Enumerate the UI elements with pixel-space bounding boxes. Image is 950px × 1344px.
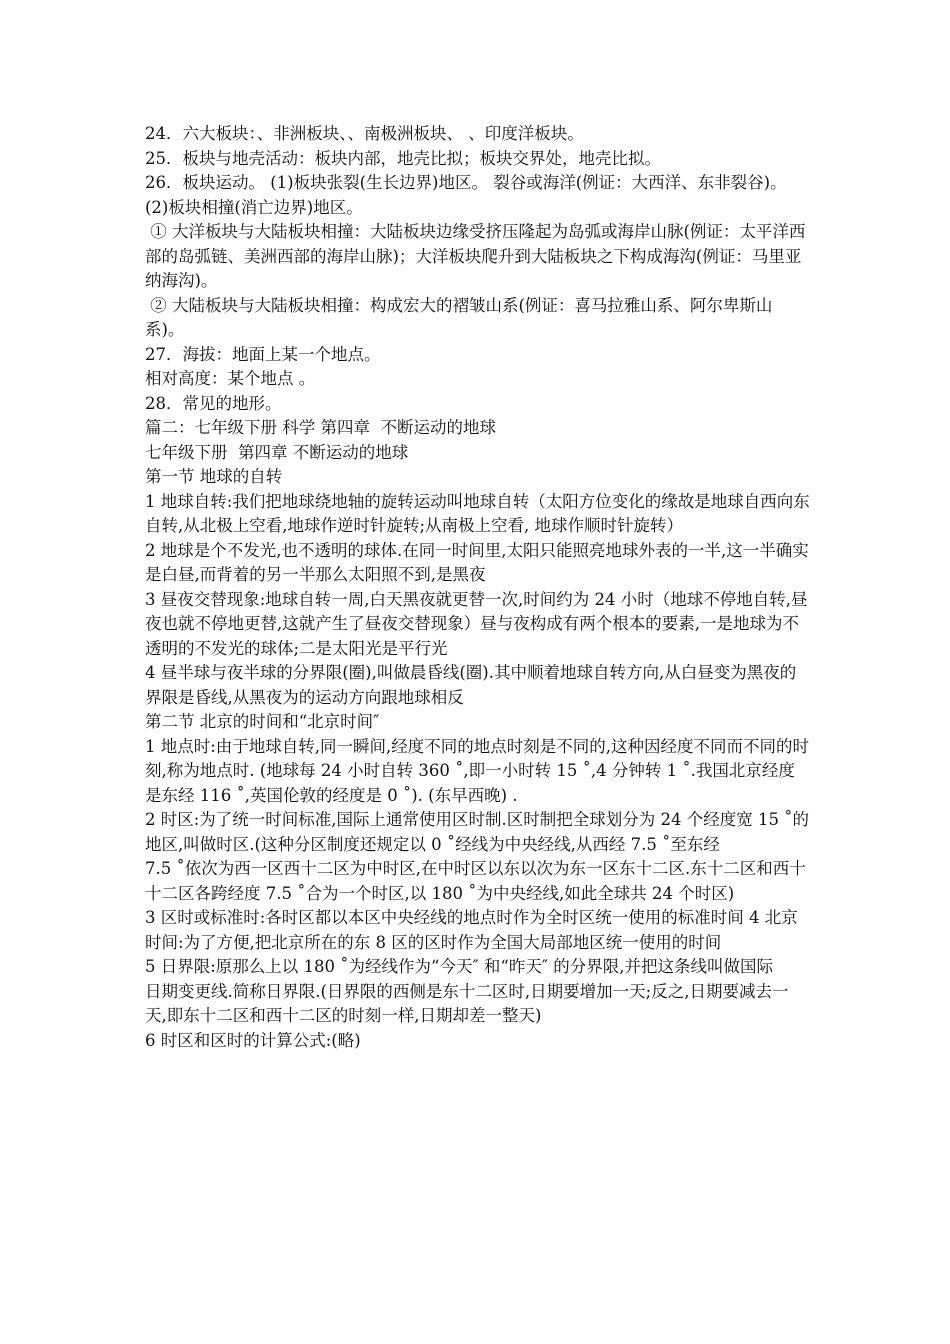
paragraph-day-night: 2 地球是个不发光,也不透明的球体.在同一时间里,太阳只能照亮地球外表的一半,这一半确实是白昼,而背着的另一半那么太阳照不到,是黑夜 <box>145 540 809 584</box>
section-heading-beijing-time: 第二节 北京的时间和“北京时间″ <box>145 712 380 731</box>
paragraph-relative-height: 相对高度：某个地点 。 <box>145 369 316 388</box>
paragraph-standard-time: 3 区时或标准时:各时区都以本区中央经线的地点时作为全时区统一使用的标准时间 4 北京时间:为了方便,把北京所在的东 8 区的区时作为全国大局部地区统一使用的时间 <box>145 908 798 952</box>
paragraph-earth-rotation: 1 地球自转:我们把地球绕地轴的旋转运动叫地球自转（太阳方位变化的缘故是地球自西向东自转,从北极上空看,地球作逆时针旋转;从南极上空看, 地球作顺时针旋转） <box>145 491 810 535</box>
paragraph-28-landforms: 28．常见的地形。 <box>145 393 282 413</box>
paragraph-25-plate-crust-activity: 25．板块与地壳活动：板块内部，地壳比拟；板块交界处，地壳比拟。 <box>145 148 661 168</box>
paragraph-time-zones: 2 时区:为了统一时间标准,国际上通常使用区时制.区时制把全球划分为 24 个经度宽 15 ˚的地区,叫做时区.(这种分区制度还规定以 0 ˚经线为中央经线,从西经 7.5 ˚至东经 <box>145 810 810 854</box>
paragraph-plate-collision: (2)板块相撞(消亡边界)地区。 <box>145 197 363 217</box>
paragraph-local-time: 1 地点时:由于地球自转,同一瞬间,经度不同的地点时刻是不同的,这种因经度不同而不同的时刻,称为地点时. (地球每 24 小时自转 360 ˚,即一小时转 15 ˚,4 分钟转 1 ˚.我国北京经度是东经 116 ˚,英国伦敦的经度是 0 ˚). (东早西晚) . <box>145 736 810 805</box>
paragraph-time-formula: 6 时区和区时的计算公式:(略) <box>145 1030 361 1050</box>
paragraph-26-plate-movement: 26．板块运动。 (1)板块张裂(生长边界)地区。 裂谷或海洋(例证：大西洋、东非裂谷)。 <box>145 173 787 192</box>
paragraph-time-zones-continued: 7.5 ˚依次为西一区西十二区为中时区,在中时区以东以次为东一区东十二区.东十二区和西十十二区各跨经度 7.5 ˚合为一个时区,以 180 ˚为中央经线,如此全球共 24 个时区) <box>145 859 806 903</box>
paragraph-27-altitude: 27．海拔：地面上某一个地点。 <box>145 344 381 364</box>
document-body <box>145 122 810 1053</box>
paragraph-date-line: 5 日界限:原那么上以 180 ˚为经线作为“今天″ 和“昨天″ 的分界限,并把这条线叫做国际 <box>145 957 773 976</box>
paragraph-day-night-alternation: 3 昼夜交替现象:地球自转一周,白天黑夜就更替一次,时间约为 24 小时（地球不停地自转,昼夜也就不停地更替,这就产生了昼夜交替现象）昼与夜构成有两个根本的要素,一是地球为不透明的不发光的球体;二是太阳光是平行光 <box>145 589 808 658</box>
section-heading-part-two: 篇二：七年级下册 科学 第四章 不断运动的地球 <box>145 418 496 437</box>
paragraph-continent-continent-collision: ② 大陆板块与大陆板块相撞：构成宏大的褶皱山系(例证：喜马拉雅山系、阿尔卑斯山系)。 <box>145 295 773 339</box>
section-heading-rotation: 第一节 地球的自转 <box>145 467 283 486</box>
paragraph-date-line-continued: 日期变更线.简称日界限.(日界限的西侧是东十二区时,日期要增加一天;反之,日期要减去一天,即东十二区和西十二区的时刻一样,日期却差一整天) <box>145 981 789 1025</box>
paragraph-24-six-plates: 24．六大板块：、非洲板块、、南极洲板块、 、印度洋板块。 <box>145 124 584 143</box>
chapter-heading: 七年级下册 第四章 不断运动的地球 <box>145 442 409 462</box>
paragraph-ocean-continent-collision: ① 大洋板块与大陆板块相撞：大陆板块边缘受挤压隆起为岛弧或海岸山脉(例证：太平洋西部的岛弧链、美洲西部的海岸山脉)；大洋板块爬升到大陆板块之下构成海沟(例证：马里亚纳海沟)。 <box>145 222 806 290</box>
paragraph-terminator: 4 昼半球与夜半球的分界限(圈),叫做晨昏线(圈).其中顺着地球自转方向,从白昼变为黑夜的界限是昏线,从黑夜为的运动方向跟地球相反 <box>145 663 797 707</box>
